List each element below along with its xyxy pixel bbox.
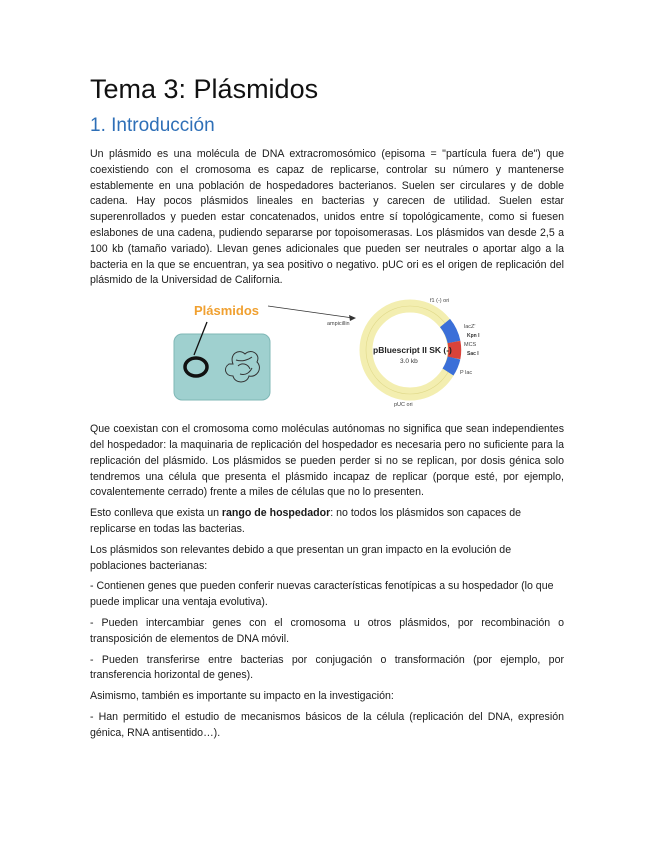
label-kpn: Kpn I xyxy=(467,333,480,340)
bacterial-cell xyxy=(174,334,270,400)
paragraph-host-range: Esto conlleva que exista un rango de hospedador: no todos los plásmidos son capaces de replicarse en todas las bacterias. xyxy=(90,507,522,535)
bullet-mechanisms: - Han permitido el estudio de mecanismos básicos de la célula (replicación del DNA, expresión génica, RNA antisentido…). xyxy=(90,710,564,739)
paragraph-intro: Un plásmido es una molécula de DNA extracromosómico (episoma = "partícula fuera de") que coexistiendo con el cromosoma es capaz de replicarse, controlar su número y mantenerse establemente en una población de hospedadores bacterianos. Suelen ser circulares y de doble cadena. Hay pocos plásmidos lineales en bacterias y carecen de utilidad. Suelen estar superenrollados y pueden estar concatenados, unidos entre sí topológicamente, como si fuesen eslabones de una cadena, pudiendo separarse por topoisomerasas. Los plásmidos van desde 2,5 a 100 kb (tamaño variado). Llevan genes adicionales que pueden ser neutrales o aportar algo a la bacteria en la que se encuentran, ya sea positivo o negativo. pUC ori es el origen de replicación del plásmido de la Universidad de California. xyxy=(90,148,564,287)
arrow-line xyxy=(268,306,353,318)
label-lacz: lacZ' xyxy=(464,324,476,331)
label-ampicillin: ampicillin xyxy=(327,321,350,328)
plasmid-name: pBluescript II SK (-) xyxy=(373,345,452,356)
label-puc-ori: pUC ori xyxy=(394,402,413,409)
paragraph-coexist: Que coexistan con el cromosoma como moléculas autónomas no significa que sean independientes del hospedador: la maquinaria de replicación del hospedador es necesaria pero no suficiente para la replicación del plásmido. Los plásmidos se pueden perder si no se replican, por dosis génica solo tendremos una célula que presenta el plásmido incapaz de replicar (porque esté, por ejemplo, covalentemente cerrado) frente a miles de células que no lo presenten. xyxy=(90,423,564,499)
paragraph-relevance: Los plásmidos son relevantes debido a que presentan un gran impacto en la evolución de poblaciones bacterianas: xyxy=(90,543,512,572)
section-heading: 1. Introducción xyxy=(90,115,215,136)
plasmid-figure xyxy=(90,294,564,416)
host-range-term: rango de hospedador xyxy=(221,507,331,520)
cell-label: Plásmidos xyxy=(194,303,260,319)
plasmid-diagram xyxy=(90,294,564,416)
plasmid-size: 3.0 kb xyxy=(400,358,418,366)
bullet-phenotypic: - Contienen genes que pueden conferir nuevas características fenotípicas a su hospedador (lo que puede implicar una ventaja evolutiva). xyxy=(90,580,554,609)
plac-segment xyxy=(448,358,454,372)
bullet-exchange: - Pueden intercambiar genes con el cromosoma u otros plásmidos, por recombinación o transposición de elementos de DNA móvil. xyxy=(90,616,564,645)
mcs-segment xyxy=(454,342,455,358)
arrow-head-icon xyxy=(349,315,356,321)
label-mcs: MCS xyxy=(464,342,477,349)
document-page xyxy=(90,72,564,747)
label-sac: Sac I xyxy=(467,351,479,358)
bullet-transfer: - Pueden transferirse entre bacterias por conjugación o transformación (por ejemplo, por transferencia horizontal de genes). xyxy=(90,653,564,682)
label-f1-ori: f1 (-) ori xyxy=(430,298,450,305)
paragraph-research: Asimismo, también es importante su impacto en la investigación: xyxy=(90,690,394,703)
label-plac: P lac xyxy=(460,370,473,377)
page-title: Tema 3: Plásmidos xyxy=(90,74,319,104)
